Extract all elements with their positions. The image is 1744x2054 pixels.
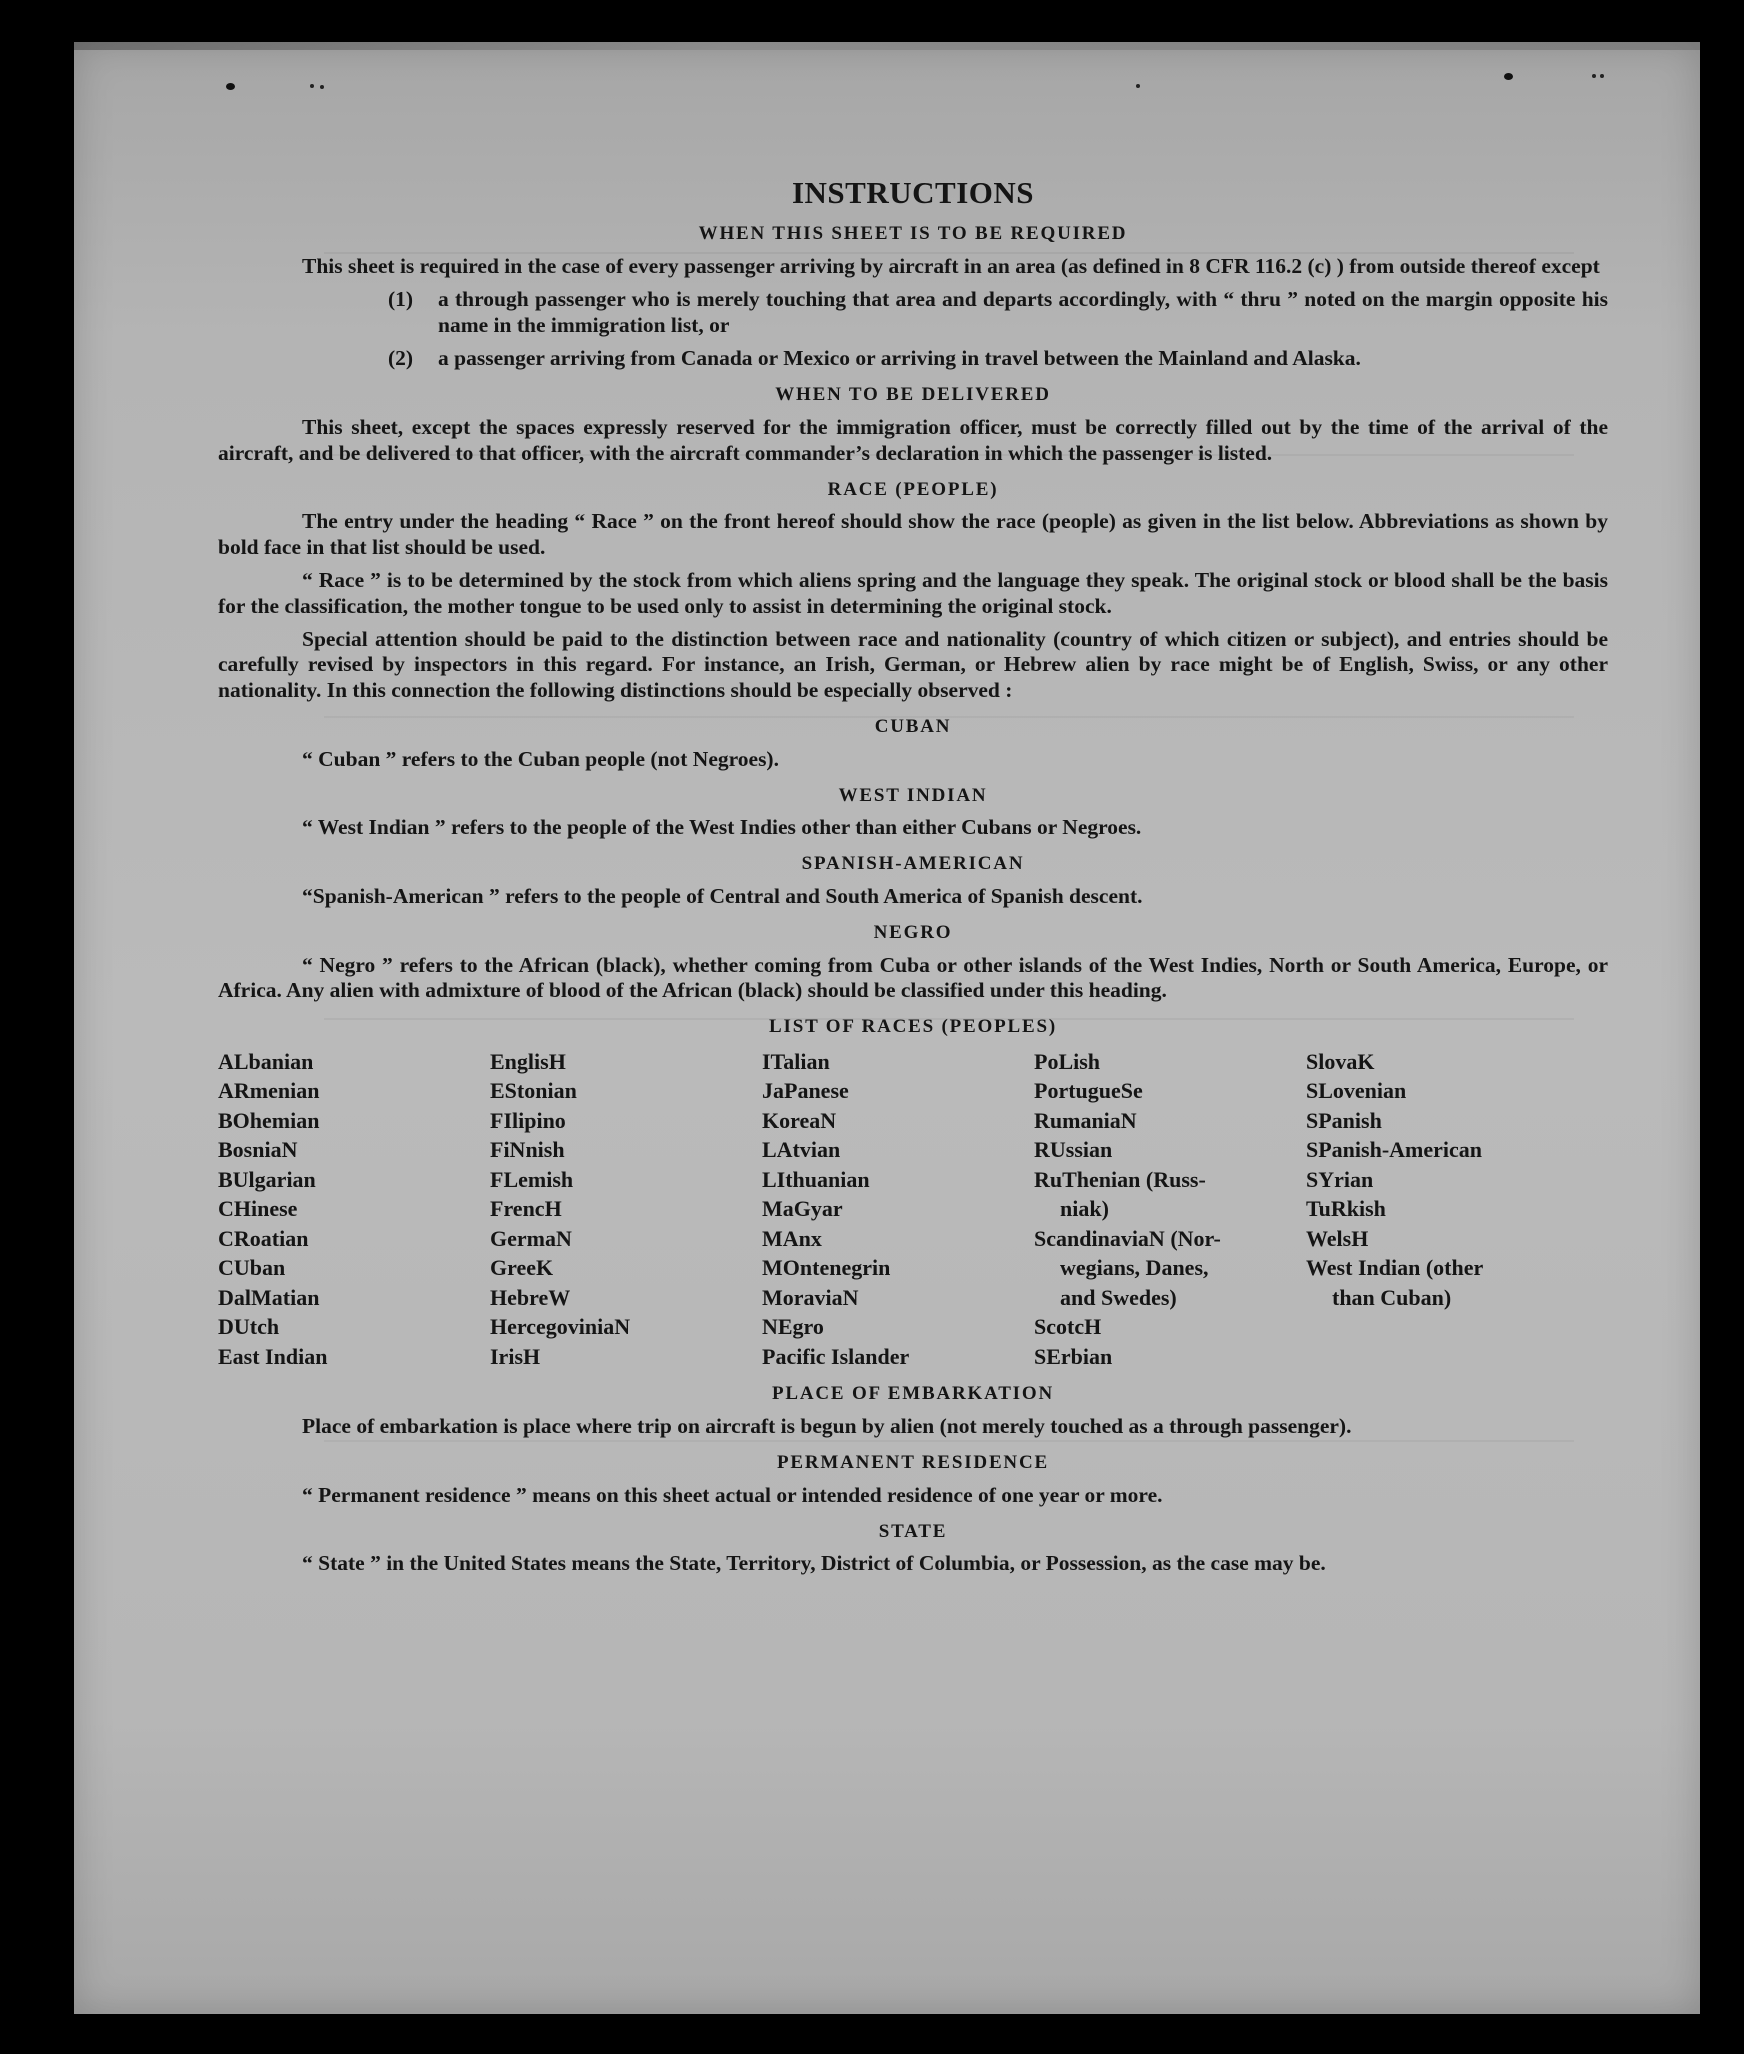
exception-item-1-number: (1) (388, 286, 414, 311)
paragraph-state: “ State ” in the United States means the State, Territory, District of Columbia, or Possession, as the case may be. (302, 1551, 1326, 1576)
race-column-2 (490, 1047, 762, 1372)
race-item: BOhemian (218, 1107, 320, 1133)
mark-dot (1136, 84, 1140, 88)
race-item: WelsH (1306, 1225, 1369, 1251)
paragraph-cuban: “ Cuban ” refers to the Cuban people (not Negroes). (302, 746, 779, 771)
race-item: SLovenian (1306, 1078, 1407, 1104)
page-title: INSTRUCTIONS (791, 175, 1034, 210)
paragraph-spanish-american: “Spanish-American ” refers to the people of Central and South America of Spanish descent. (302, 883, 1143, 908)
paragraph-race-2: “ Race ” is to be determined by the stock from which aliens spring and the language they speak. The original stock or blood shall be the basis for the classification, the mother tongue to be used only to assist in determining the original stock. (218, 567, 1608, 618)
race-item: MoraviaN (762, 1284, 859, 1310)
race-item: FIlipino (490, 1107, 566, 1133)
race-item: GreeK (490, 1255, 554, 1281)
race-item: LAtvian (762, 1137, 841, 1163)
instructions-content (218, 174, 1608, 1584)
heading-list-of-races: LIST OF RACES (PEOPLES) (769, 1016, 1057, 1038)
race-column-4 (1034, 1047, 1306, 1372)
race-item: ALbanian (218, 1048, 314, 1074)
race-item: GermaN (490, 1225, 572, 1251)
exception-item-1 (218, 287, 1608, 339)
race-item: SPanish (1306, 1107, 1382, 1133)
race-item: FiNnish (490, 1137, 565, 1163)
race-item: PortugueSe (1034, 1078, 1143, 1104)
race-item: Pacific Islander (762, 1343, 910, 1369)
race-item: TuRkish (1306, 1196, 1386, 1222)
race-item: BUlgarian (218, 1166, 316, 1192)
exception-item-2 (218, 346, 1608, 372)
race-item: KoreaN (762, 1107, 837, 1133)
mark-dot (1592, 74, 1596, 78)
race-item-continuation: wegians, Danes, (1060, 1255, 1209, 1281)
exception-item-2-text: a passenger arriving from Canada or Mexico or arriving in travel between the Mainland and Alaska. (438, 346, 1361, 371)
race-item-continuation: than Cuban) (1332, 1284, 1452, 1310)
race-column-1 (218, 1047, 490, 1372)
mark-dot (1600, 74, 1604, 78)
paragraph-west-indian: “ West Indian ” refers to the people of the West Indies other than either Cubans or Negroes. (302, 815, 1142, 840)
punch-hole-left (226, 83, 235, 90)
paragraph-race-3: Special attention should be paid to the distinction between race and nationality (country of which citizen or subject), and entries should be carefully revised by inspectors in this regard. For instance, an Irish, German, or Hebrew alien by race might be of English, Swiss, or any other nationality. In this connection the following distinctions should be especially observed : (218, 626, 1608, 703)
heading-spanish-american: SPANISH-AMERICAN (801, 853, 1025, 875)
race-item: HercegoviniaN (490, 1314, 631, 1340)
heading-place-of-embarkation: PLACE OF EMBARKATION (772, 1383, 1054, 1405)
race-item: RumaniaN (1034, 1107, 1137, 1133)
paragraph-place-of-embarkation: Place of embarkation is place where trip on aircraft is begun by alien (not merely touched as a through passenger). (302, 1414, 1352, 1439)
race-item: ITalian (762, 1048, 830, 1074)
race-item: DalMatian (218, 1284, 320, 1310)
heading-when-delivered: WHEN TO BE DELIVERED (775, 384, 1051, 406)
paragraph-race-1: The entry under the heading “ Race ” on the front hereof should show the race (people) as given in the list below. Abbreviations as shown by bold face in that list should be used. (218, 509, 1608, 560)
race-item: CRoatian (218, 1225, 309, 1251)
race-item: MOntenegrin (762, 1255, 891, 1281)
heading-west-indian: WEST INDIAN (838, 784, 988, 806)
paragraph-when-required: This sheet is required in the case of every passenger arriving by aircraft in an area (as defined in 8 CFR 116.2 (c) ) from outside thereof except (302, 253, 1600, 278)
exception-item-1-text: a through passenger who is merely touching that area and departs accordingly, with “ thru ” noted on the margin opposite his name in the immigration list, or (438, 286, 1608, 337)
race-item: LIthuanian (762, 1166, 870, 1192)
mark-dot (310, 84, 314, 88)
heading-cuban: CUBAN (874, 715, 952, 737)
race-item: MaGyar (762, 1196, 843, 1222)
race-item: BosniaN (218, 1137, 298, 1163)
race-item: West Indian (other (1306, 1255, 1484, 1281)
race-item: FLemish (490, 1166, 574, 1192)
paragraph-when-delivered: This sheet, except the spaces expressly reserved for the immigration officer, must be correctly filled out by the time of the arrival of the aircraft, and be delivered to that officer, with the aircraft commander’s declaration in which the passenger is listed. (218, 414, 1608, 465)
race-item: JaPanese (762, 1078, 849, 1104)
race-item: MAnx (762, 1225, 822, 1251)
race-column-5 (1306, 1047, 1608, 1372)
heading-negro: NEGRO (873, 921, 953, 943)
race-item: RUssian (1034, 1137, 1113, 1163)
race-item: ScotcH (1034, 1314, 1102, 1340)
race-item: SYrian (1306, 1166, 1374, 1192)
race-item: ScandinaviaN (Nor- (1034, 1225, 1221, 1251)
race-column-3 (762, 1047, 1034, 1372)
race-item: EnglisH (490, 1048, 566, 1074)
paragraph-negro: “ Negro ” refers to the African (black), whether coming from Cuba or other islands of the West Indies, North or South America, Europe, or Africa. Any alien with admixture of blood of the African (black) should be classified under this heading. (218, 952, 1608, 1003)
race-item: IrisH (490, 1343, 541, 1369)
race-item-continuation: niak) (1060, 1196, 1109, 1222)
race-item-continuation: and Swedes) (1060, 1284, 1177, 1310)
heading-permanent-residence: PERMANENT RESIDENCE (777, 1452, 1049, 1473)
race-item: RuThenian (Russ- (1034, 1166, 1206, 1192)
race-item: ARmenian (218, 1078, 320, 1104)
race-item: SPanish-American (1306, 1137, 1482, 1163)
race-item: PoLish (1034, 1048, 1101, 1074)
heading-when-required: WHEN THIS SHEET IS TO BE REQUIRED (698, 223, 1128, 245)
exception-item-2-number: (2) (388, 346, 414, 371)
race-item: CHinese (218, 1196, 298, 1222)
paragraph-permanent-residence: “ Permanent residence ” means on this sheet actual or intended residence of one year or more. (302, 1482, 1163, 1507)
race-item: DUtch (218, 1314, 280, 1340)
punch-hole-right (1504, 73, 1513, 80)
race-item: EStonian (490, 1078, 577, 1104)
race-item: East Indian (218, 1343, 328, 1369)
race-item: CUban (218, 1255, 286, 1281)
race-item: NEgro (762, 1314, 824, 1340)
race-item: HebreW (490, 1284, 571, 1310)
race-item: FrencH (490, 1196, 562, 1222)
document-page (74, 42, 1700, 2014)
heading-state: STATE (878, 1520, 948, 1542)
race-item: SlovaK (1306, 1048, 1375, 1074)
race-list (218, 1047, 1608, 1372)
heading-race: RACE (PEOPLE) (827, 478, 999, 500)
mark-dot (320, 85, 324, 89)
race-item: SErbian (1034, 1343, 1113, 1369)
